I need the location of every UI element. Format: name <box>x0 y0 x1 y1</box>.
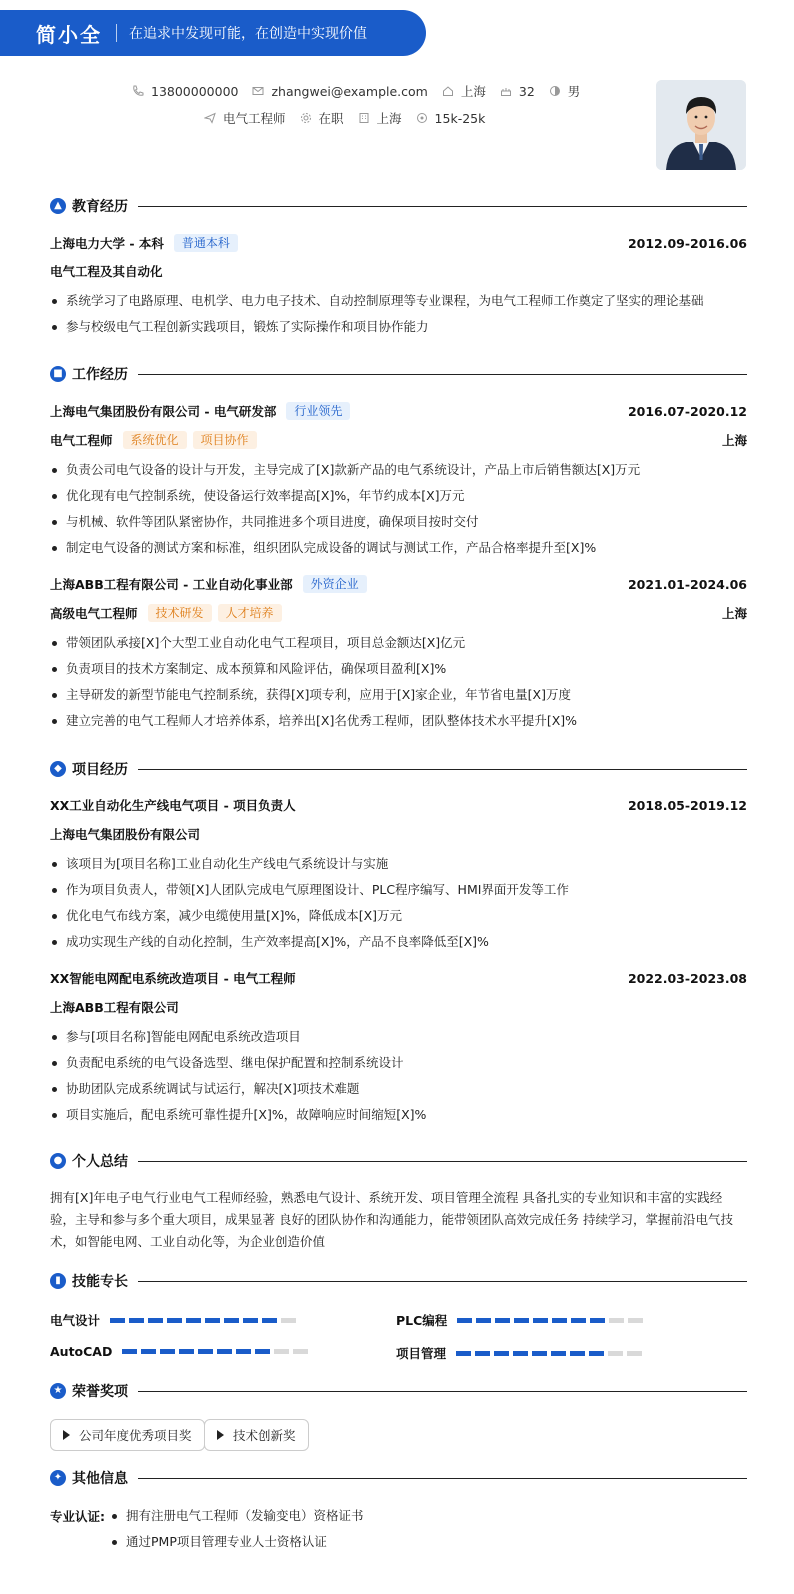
graduation-cap-icon: ▲ <box>50 198 66 214</box>
list-item: 负责配电系统的电气设备选型、继电保护配置和控制系统设计 <box>50 1054 747 1080</box>
skill-level-filled-segment <box>236 1349 251 1354</box>
section-summary <box>50 1151 747 1171</box>
coin-icon <box>416 112 428 124</box>
list-item: 成功实现生产线的自动化控制，生产效率提高[X]%，产品不良率降低至[X]% <box>50 933 747 959</box>
skill-level-filled-segment <box>148 1318 163 1323</box>
city-text: 上海 <box>376 111 402 126</box>
skill-level-filled-segment <box>224 1318 239 1323</box>
list-item: 制定电气设备的测试方案和标准，组织团队完成设备的调试与测试工作，产品合格率提升至[X]% <box>50 539 747 565</box>
position-item <box>204 109 286 127</box>
status-text: 在职 <box>318 111 344 126</box>
project-company: 上海ABB工程有限公司 <box>50 1000 179 1015</box>
work-company: 上海电气集团股份有限公司 - 电气研发部 <box>50 404 277 419</box>
skill-item <box>396 1311 647 1329</box>
skill-level-filled-segment <box>589 1351 604 1356</box>
award-label: 技术创新奖 <box>233 1428 296 1443</box>
section-title-other: 其他信息 <box>72 1471 128 1487</box>
skill-level-filled-segment <box>160 1349 175 1354</box>
list-item: 参与[项目名称]智能电网配电系统改造项目 <box>50 1028 747 1054</box>
status-item <box>300 109 344 127</box>
section-skills <box>50 1271 747 1291</box>
location-text: 上海 <box>460 84 486 99</box>
user-icon: ● <box>50 1153 66 1169</box>
work-company-tag: 外资企业 <box>303 575 367 593</box>
skill-level-filled-segment <box>217 1349 232 1354</box>
candidate-motto: 在追求中发现可能，在创造中实现价值 <box>129 26 367 42</box>
skill-level-filled-segment <box>262 1318 277 1323</box>
project-1-company-row <box>50 998 747 1016</box>
send-icon <box>204 112 216 124</box>
work-company-tag: 行业领先 <box>286 402 350 420</box>
skill-name: PLC编程 <box>396 1313 448 1328</box>
skill-level-filled-segment <box>141 1349 156 1354</box>
project-0-bullets <box>50 855 747 959</box>
education-header-row <box>50 234 747 252</box>
skill-level-bar <box>457 1318 647 1323</box>
skill-level-filled-segment <box>532 1351 547 1356</box>
profile-photo <box>656 80 746 170</box>
certificate-icon: ✦ <box>50 1470 66 1486</box>
section-title-skills: 技能专长 <box>72 1274 128 1290</box>
skill-level-bar <box>456 1351 646 1356</box>
work-1-role-row <box>50 604 747 622</box>
city-item <box>358 109 402 127</box>
list-item: 负责公司电气设备的设计与开发，主导完成了[X]款新产品的电气系统设计，产品上市后销售额达[X]万元 <box>50 461 747 487</box>
project-title: XX智能电网配电系统改造项目 - 电气工程师 <box>50 971 296 986</box>
list-item: 通过PMP项目管理专业人士资格认证 <box>110 1533 364 1559</box>
salary-item <box>416 111 486 126</box>
skill-level-empty-segment <box>609 1318 624 1323</box>
education-major: 电气工程及其自动化 <box>50 264 163 279</box>
work-role-tag: 人才培养 <box>218 604 282 622</box>
section-title-education: 教育经历 <box>72 199 128 215</box>
section-divider <box>138 1281 747 1282</box>
list-item: 带领团队承接[X]个大型工业自动化电气工程项目，项目总金额达[X]亿元 <box>50 634 747 660</box>
skill-level-filled-segment <box>255 1349 270 1354</box>
education-tag: 普通本科 <box>174 234 238 252</box>
gender-text: 男 <box>567 84 581 99</box>
skill-level-filled-segment <box>533 1318 548 1323</box>
skill-level-filled-segment <box>476 1318 491 1323</box>
skill-level-empty-segment <box>281 1318 296 1323</box>
list-item: 建立完善的电气工程师人才培养体系，培养出[X]名优秀工程师，团队整体技术水平提升[X]% <box>50 712 747 738</box>
skill-name: 项目管理 <box>396 1346 447 1361</box>
skill-level-filled-segment <box>513 1351 528 1356</box>
project-date: 2022.03-2023.08 <box>627 970 747 986</box>
work-1-bullets <box>50 634 747 738</box>
salary-text: 15k-25k <box>434 110 486 126</box>
contact-row-1 <box>132 82 594 100</box>
skill-level-filled-segment <box>551 1351 566 1356</box>
work-0-role-row <box>50 431 747 449</box>
work-date: 2016.07-2020.12 <box>627 403 747 419</box>
list-item: 优化电气布线方案，减少电缆使用量[X]%，降低成本[X]万元 <box>50 907 747 933</box>
list-item: 拥有注册电气工程师（发输变电）资格证书 <box>110 1507 364 1533</box>
gender-item <box>549 82 581 100</box>
email-text: zhangwei@example.com <box>271 83 428 99</box>
settings-icon <box>300 112 312 124</box>
skill-level-filled-segment <box>457 1318 472 1323</box>
list-item: 参与校级电气工程创新实践项目，锻炼了实际操作和项目协作能力 <box>50 318 747 344</box>
header-divider <box>116 24 117 42</box>
project-0-company-row <box>50 825 747 843</box>
skill-item <box>396 1344 646 1362</box>
education-school: 上海电力大学 - 本科 <box>50 236 164 251</box>
work-0-header <box>50 402 747 420</box>
skill-level-filled-segment <box>129 1318 144 1323</box>
position-text: 电气工程师 <box>223 111 286 126</box>
section-divider <box>138 1391 747 1392</box>
list-item: 项目实施后，配电系统可靠性提升[X]%，故障响应时间缩短[X]% <box>50 1106 747 1132</box>
project-title: XX工业自动化生产线电气项目 - 项目负责人 <box>50 798 296 813</box>
skill-level-filled-segment <box>590 1318 605 1323</box>
home-icon <box>442 85 454 97</box>
education-major-row <box>50 262 747 280</box>
section-divider <box>138 1161 747 1162</box>
bar-chart-icon: ▮ <box>50 1273 66 1289</box>
skill-level-filled-segment <box>475 1351 490 1356</box>
project-date: 2018.05-2019.12 <box>627 797 747 813</box>
play-icon <box>217 1430 224 1440</box>
briefcase-icon: ■ <box>50 366 66 382</box>
work-location: 上海 <box>721 433 747 448</box>
skill-level-filled-segment <box>186 1318 201 1323</box>
section-project <box>50 759 747 779</box>
work-role-tag: 项目协作 <box>193 431 257 449</box>
age-item <box>500 84 535 99</box>
phone-text: 13800000000 <box>151 83 239 99</box>
work-1-header <box>50 575 747 593</box>
skill-level-filled-segment <box>205 1318 220 1323</box>
section-other <box>50 1468 747 1488</box>
candidate-name: 简小全 <box>36 22 102 47</box>
section-work <box>50 364 747 384</box>
project-company: 上海电气集团股份有限公司 <box>50 827 201 842</box>
award-chip <box>50 1419 205 1451</box>
work-role: 高级电气工程师 <box>50 606 138 621</box>
skill-level-filled-segment <box>122 1349 137 1354</box>
work-company: 上海ABB工程有限公司 - 工业自动化事业部 <box>50 577 293 592</box>
skill-level-empty-segment <box>627 1351 642 1356</box>
building-icon <box>358 112 370 124</box>
skill-level-filled-segment <box>179 1349 194 1354</box>
work-0-bullets <box>50 461 747 565</box>
location-item <box>442 82 486 100</box>
mail-icon <box>252 85 264 97</box>
work-role-tag: 技术研发 <box>148 604 212 622</box>
skill-level-filled-segment <box>456 1351 471 1356</box>
section-divider <box>138 374 747 375</box>
skill-level-filled-segment <box>570 1351 585 1356</box>
play-icon <box>63 1430 70 1440</box>
section-title-awards: 荣誉奖项 <box>72 1384 128 1400</box>
grid-icon: ◆ <box>50 761 66 777</box>
section-title-project: 项目经历 <box>72 762 128 778</box>
award-label: 公司年度优秀项目奖 <box>79 1428 192 1443</box>
award-chip <box>204 1419 309 1451</box>
email-item <box>252 84 427 99</box>
work-role: 电气工程师 <box>50 433 113 448</box>
skill-name: 电气设计 <box>50 1313 101 1328</box>
skill-level-filled-segment <box>495 1318 510 1323</box>
contact-row-2 <box>204 109 499 127</box>
certification-label: 专业认证: <box>50 1509 105 1524</box>
certification-list <box>110 1507 364 1559</box>
section-divider <box>138 206 747 207</box>
cake-icon <box>500 85 512 97</box>
section-divider <box>138 1478 747 1479</box>
skill-level-filled-segment <box>167 1318 182 1323</box>
avatar-portrait <box>656 80 746 170</box>
skill-level-filled-segment <box>243 1318 258 1323</box>
list-item: 系统学习了电路原理、电机学、电力电子技术、自动控制原理等专业课程，为电气工程师工作奠定了坚实的理论基础 <box>50 292 747 318</box>
list-item: 该项目为[项目名称]工业自动化生产线电气系统设计与实施 <box>50 855 747 881</box>
skill-level-bar <box>122 1349 312 1354</box>
gender-icon <box>549 85 561 97</box>
skill-level-empty-segment <box>628 1318 643 1323</box>
phone-icon <box>132 85 144 97</box>
skill-level-filled-segment <box>198 1349 213 1354</box>
skill-level-empty-segment <box>608 1351 623 1356</box>
list-item: 协助团队完成系统调试与试运行，解决[X]项技术难题 <box>50 1080 747 1106</box>
project-1-bullets <box>50 1028 747 1132</box>
section-title-summary: 个人总结 <box>72 1154 128 1170</box>
list-item: 负责项目的技术方案制定、成本预算和风险评估，确保项目盈利[X]% <box>50 660 747 686</box>
work-date: 2021.01-2024.06 <box>627 576 747 592</box>
section-divider <box>138 769 747 770</box>
list-item: 与机械、软件等团队紧密协作，共同推进多个项目进度，确保项目按时交付 <box>50 513 747 539</box>
skill-level-filled-segment <box>514 1318 529 1323</box>
skill-name: AutoCAD <box>50 1344 113 1359</box>
phone-item <box>132 84 238 99</box>
skill-level-filled-segment <box>110 1318 125 1323</box>
summary-text: 拥有[X]年电子电气行业电气工程师经验，熟悉电气设计、系统开发、项目管理全流程 具备扎实的专业知识和丰富的实践经验，主导和参与多个重大项目，成果显著 良好的团队协作和沟通能力，能带领团队高效完成任务 持续学习，掌握前沿电气技术，如智能电网、工业自动化等，为企业创造价值 <box>50 1190 733 1249</box>
work-location: 上海 <box>721 606 747 621</box>
section-education <box>50 196 747 216</box>
project-0-header <box>50 796 747 814</box>
education-bullets <box>50 292 747 344</box>
skill-level-empty-segment <box>293 1349 308 1354</box>
list-item: 作为项目负责人，带领[X]人团队完成电气原理图设计、PLC程序编写、HMI界面开发等工作 <box>50 881 747 907</box>
skill-level-filled-segment <box>494 1351 509 1356</box>
section-title-work: 工作经历 <box>72 367 128 383</box>
skill-level-empty-segment <box>274 1349 289 1354</box>
skill-item <box>50 1344 312 1359</box>
skill-level-filled-segment <box>571 1318 586 1323</box>
skill-item <box>50 1311 300 1329</box>
age-text: 32 <box>518 83 535 99</box>
project-1-header <box>50 969 747 987</box>
skill-level-filled-segment <box>552 1318 567 1323</box>
skill-level-bar <box>110 1318 300 1323</box>
list-item: 优化现有电气控制系统，使设备运行效率提高[X]%，年节约成本[X]万元 <box>50 487 747 513</box>
header-banner <box>0 10 426 56</box>
section-awards <box>50 1381 747 1401</box>
list-item: 主导研发的新型节能电气控制系统，获得[X]项专利，应用于[X]家企业，年节省电量[X]万度 <box>50 686 747 712</box>
work-role-tag: 系统优化 <box>123 431 187 449</box>
education-date: 2012.09-2016.06 <box>627 235 747 251</box>
medal-icon: ★ <box>50 1383 66 1399</box>
